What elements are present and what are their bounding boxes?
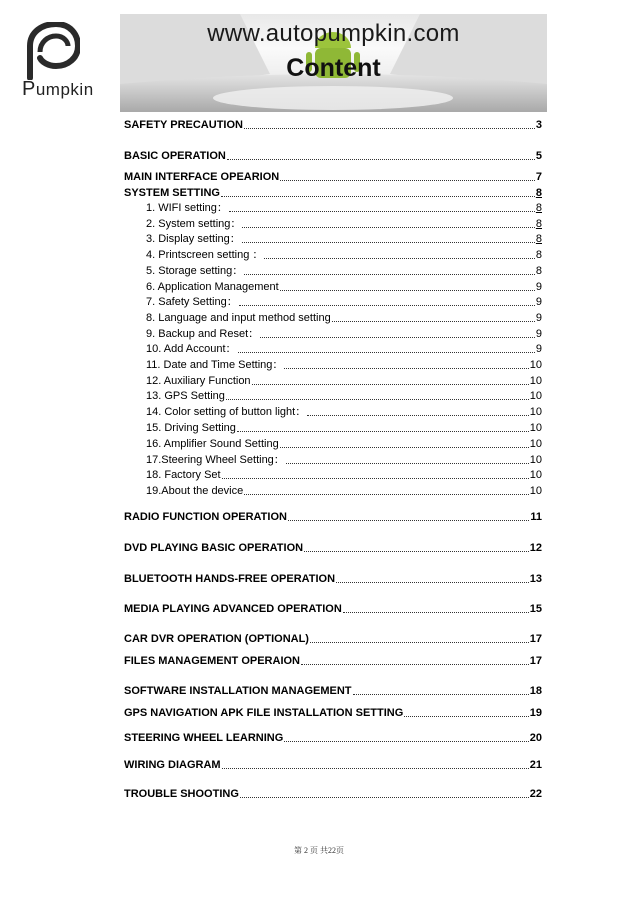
page-footer: 第 2 页 共22页 [294, 846, 344, 855]
toc-entry[interactable] [124, 570, 542, 586]
toc-page-number: 8 [535, 202, 542, 214]
toc-page-number: 10 [529, 469, 542, 481]
toc-page-number: 17 [529, 633, 542, 645]
toc-page-number: 9 [535, 328, 542, 340]
toc-page-number: 9 [535, 296, 542, 308]
page-title: Content [286, 54, 381, 82]
toc-entry-title: 18. Factory Set [146, 469, 221, 481]
toc-entry-title: RADIO FUNCTION OPERATION [124, 511, 287, 523]
toc-entry[interactable] [124, 508, 542, 524]
toc-page-number: 22 [529, 788, 542, 800]
toc-dot-leader [226, 398, 529, 400]
toc-dot-leader [242, 226, 535, 228]
toc-entry-title: 4. Printscreen setting ： [146, 249, 264, 261]
toc-entry[interactable] [146, 340, 542, 356]
pumpkin-wordmark: Pumpkin [22, 78, 94, 100]
toc-entry[interactable] [124, 168, 542, 184]
toc-page-number: 8 [535, 218, 542, 230]
toc-entry[interactable] [146, 387, 542, 403]
toc-entry[interactable] [124, 600, 542, 616]
toc-entry-title: 19.About the device [146, 485, 244, 497]
toc-dot-leader [307, 414, 529, 416]
toc-entry[interactable] [146, 372, 542, 388]
toc-dot-leader [332, 320, 535, 322]
toc-entry-title: 8. Language and input method setting [146, 312, 331, 324]
toc-dot-leader [244, 273, 535, 275]
toc-entry-title: STEERING WHEEL LEARNING [124, 732, 284, 744]
toc-entry[interactable] [124, 652, 542, 668]
toc-dot-leader [280, 446, 529, 448]
toc-entry[interactable] [124, 785, 542, 801]
toc-entry[interactable] [146, 215, 542, 231]
toc-entry-title: BLUETOOTH HANDS-FREE OPERATION [124, 573, 336, 585]
toc-page-number: 15 [529, 603, 542, 615]
toc-entry-title: 13. GPS Setting [146, 390, 225, 402]
toc-page-number: 20 [529, 732, 542, 744]
toc-entry[interactable] [124, 116, 542, 132]
toc-entry-title: 14. Color setting of button light： [146, 406, 307, 418]
toc-entry-title: 11. Date and Time Setting： [146, 359, 284, 371]
toc-entry[interactable] [146, 435, 542, 451]
toc-entry[interactable] [146, 482, 542, 498]
toc-entry-title: 7. Safety Setting： [146, 296, 238, 308]
toc-entry-title: CAR DVR OPERATION (OPTIONAL) [124, 633, 309, 645]
toc-entry[interactable] [146, 230, 542, 246]
toc-page-number: 11 [530, 511, 542, 523]
toc-dot-leader [239, 304, 535, 306]
toc-dot-leader [284, 740, 528, 742]
toc-entry-title: TROUBLE SHOOTING [124, 788, 239, 800]
toc-entry-title: SOFTWARE INSTALLATION MANAGEMENT [124, 685, 352, 697]
toc-entry[interactable] [124, 539, 542, 555]
toc-page-number: 13 [529, 573, 542, 585]
toc-entry-title: 9. Backup and Reset： [146, 328, 260, 340]
toc-entry-title: BASIC OPERATION [124, 150, 226, 162]
toc-dot-leader [238, 351, 535, 353]
toc-dot-leader [264, 257, 534, 259]
toc-entry-title: WIRING DIAGRAM [124, 759, 221, 771]
pumpkin-logo [22, 22, 122, 100]
toc-page-number: 8 [535, 249, 542, 261]
toc-entry[interactable] [146, 293, 542, 309]
toc-entry[interactable] [146, 451, 542, 467]
toc-dot-leader [310, 641, 529, 643]
toc-entry[interactable] [124, 704, 542, 720]
toc-page-number: 10 [529, 438, 542, 450]
toc-entry-title: 12. Auxiliary Function [146, 375, 251, 387]
toc-dot-leader [353, 693, 529, 695]
toc-dot-leader [222, 767, 529, 769]
toc-dot-leader [404, 715, 528, 717]
toc-dot-leader [280, 289, 535, 291]
toc-entry[interactable] [124, 630, 542, 646]
toc-dot-leader [221, 195, 535, 197]
toc-dot-leader [304, 550, 529, 552]
toc-page-number: 8 [535, 265, 542, 277]
toc-dot-leader [280, 179, 535, 181]
pumpkin-p-icon [24, 22, 80, 80]
toc-page-number: 10 [529, 454, 542, 466]
toc-dot-leader [242, 241, 535, 243]
toc-page-number: 8 [535, 187, 542, 199]
toc-page-number: 9 [535, 312, 542, 324]
toc-dot-leader [301, 663, 529, 665]
toc-entry[interactable] [124, 729, 542, 745]
toc-entry[interactable] [146, 278, 542, 294]
toc-page-number: 10 [529, 359, 542, 371]
toc-page-number: 9 [535, 281, 542, 293]
toc-entry[interactable] [124, 147, 542, 163]
toc-entry-title: 16. Amplifier Sound Setting [146, 438, 279, 450]
website-url: www.autopumpkin.com [207, 20, 460, 47]
toc-page-number: 10 [529, 422, 542, 434]
toc-entry[interactable] [146, 199, 542, 215]
toc-entry[interactable] [146, 403, 542, 419]
toc-entry-title: DVD PLAYING BASIC OPERATION [124, 542, 304, 554]
toc-entry-title: SAFETY PRECAUTION [124, 119, 243, 131]
toc-entry[interactable] [146, 356, 542, 372]
toc-dot-leader [288, 519, 529, 521]
toc-dot-leader [237, 430, 529, 432]
toc-entry[interactable] [124, 682, 542, 698]
toc-entry[interactable] [124, 184, 542, 200]
toc-entry[interactable] [146, 325, 542, 341]
toc-dot-leader [240, 796, 529, 798]
toc-dot-leader [343, 611, 529, 613]
toc-dot-leader [336, 581, 529, 583]
toc-page-number: 17 [529, 655, 542, 667]
toc-entry-title: MAIN INTERFACE OPEARION [124, 171, 280, 183]
toc-dot-leader [244, 127, 535, 129]
toc-page-number: 10 [529, 375, 542, 387]
header-banner [120, 14, 547, 112]
toc-page-number: 7 [535, 171, 542, 183]
toc-dot-leader [244, 493, 529, 495]
toc-entry[interactable] [146, 309, 542, 325]
toc-dot-leader [284, 367, 528, 369]
toc-entry[interactable] [146, 419, 542, 435]
toc-entry-title: 3. Display setting： [146, 233, 241, 245]
toc-dot-leader [252, 383, 529, 385]
toc-dot-leader [260, 336, 535, 338]
toc-entry-title: MEDIA PLAYING ADVANCED OPERATION [124, 603, 342, 615]
toc-entry-title: GPS NAVIGATION APK FILE INSTALLATION SETTING [124, 707, 404, 719]
toc-entry[interactable] [124, 756, 542, 772]
toc-entry-title: 17.Steering Wheel Setting： [146, 454, 285, 466]
toc-dot-leader [227, 158, 535, 160]
toc-entry-title: 6. Application Management [146, 281, 279, 293]
toc-page-number: 8 [535, 233, 542, 245]
toc-entry[interactable] [146, 466, 542, 482]
toc-page-number: 18 [529, 685, 542, 697]
toc-entry[interactable] [146, 262, 542, 278]
toc-page-number: 10 [529, 390, 542, 402]
toc-entry-title: 15. Driving Setting [146, 422, 236, 434]
toc-entry-title: 5. Storage setting： [146, 265, 244, 277]
toc-entry-title: 1. WIFI setting： [146, 202, 228, 214]
toc-dot-leader [229, 210, 535, 212]
toc-entry-title: 2. System setting： [146, 218, 242, 230]
toc-page-number: 12 [529, 542, 542, 554]
toc-page-number: 5 [535, 150, 542, 162]
toc-page-number: 19 [529, 707, 542, 719]
toc-entry[interactable] [146, 246, 542, 262]
toc-entry-title: FILES MANAGEMENT OPERAION [124, 655, 301, 667]
toc-page-number: 9 [535, 343, 542, 355]
toc-page-number: 21 [529, 759, 542, 771]
toc-page-number: 10 [529, 485, 542, 497]
toc-page-number: 3 [535, 119, 542, 131]
toc-dot-leader [222, 477, 529, 479]
toc-page-number: 10 [529, 406, 542, 418]
toc-entry-title: SYSTEM SETTING [124, 187, 220, 199]
toc-dot-leader [286, 462, 529, 464]
toc-entry-title: 10. Add Account： [146, 343, 237, 355]
